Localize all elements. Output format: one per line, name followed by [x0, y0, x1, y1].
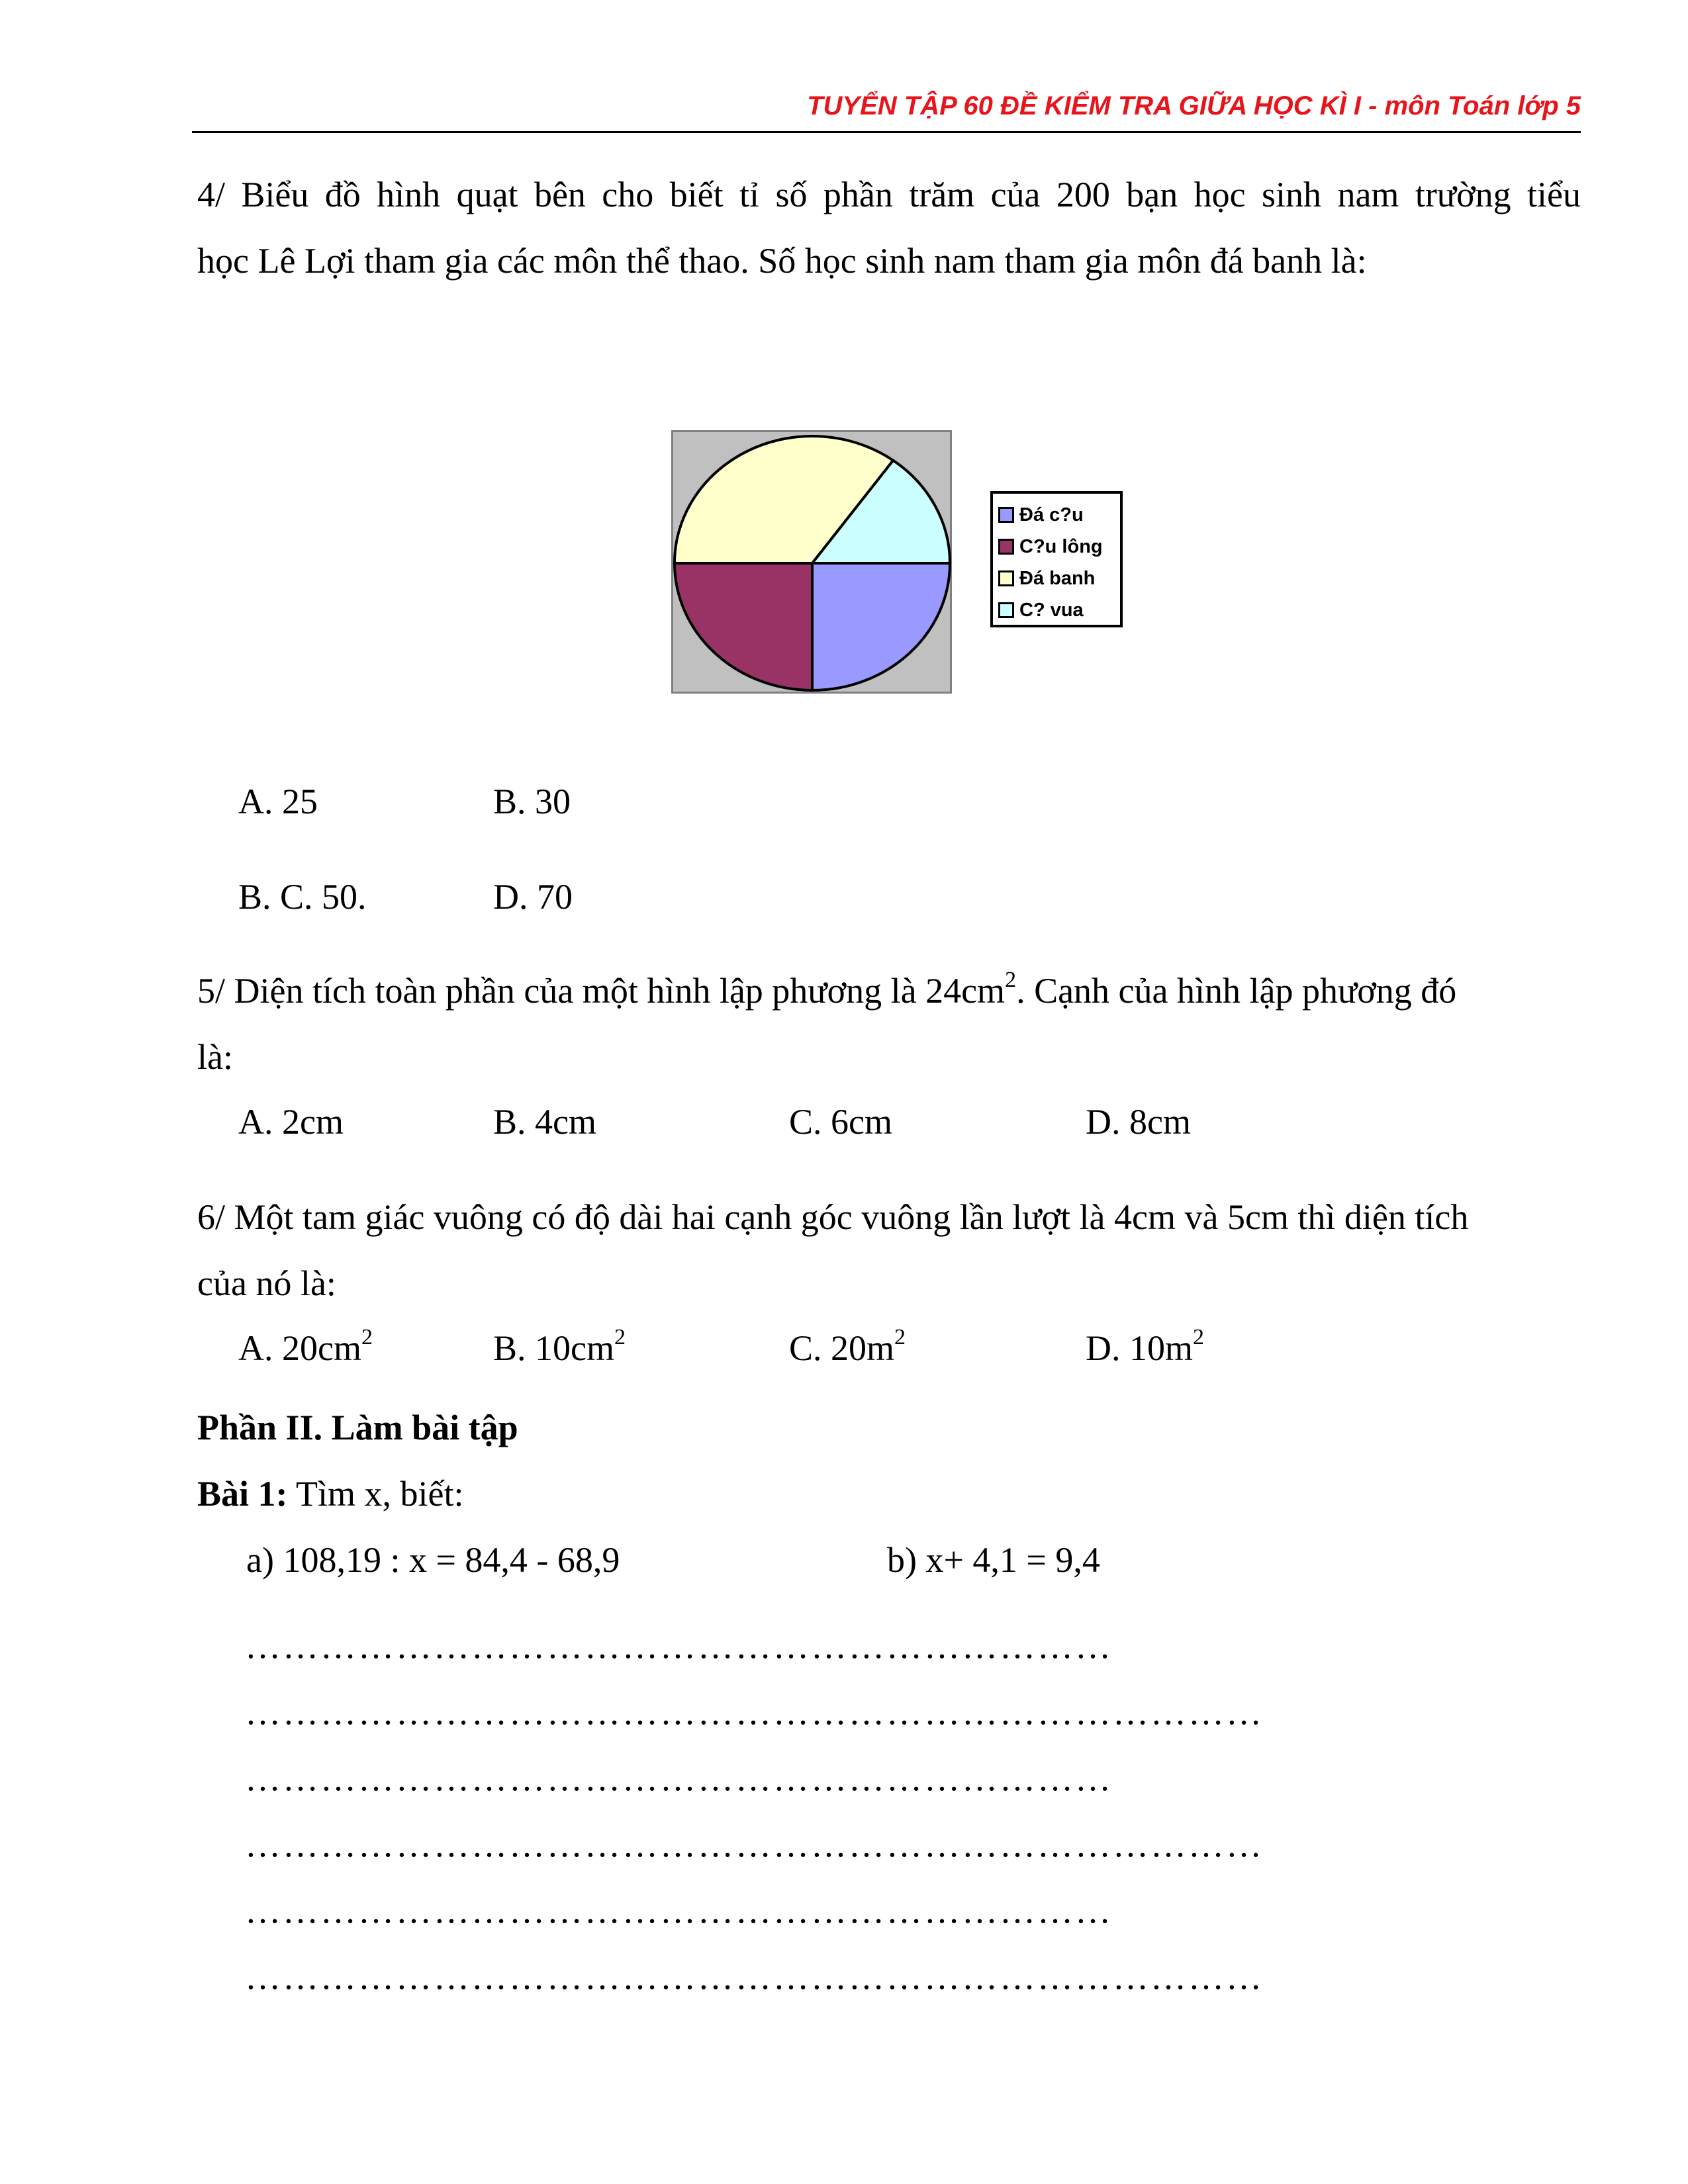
q6-option-d — [1086, 1325, 1204, 1368]
q4-option-c: B. C. 50. — [238, 877, 367, 917]
q5-line1-post: . Cạnh của hình lập phương đó — [1016, 971, 1457, 1011]
q5-option-b: B. 4cm — [493, 1102, 596, 1142]
q6-option-a-sup: 2 — [361, 1325, 373, 1349]
q5-option-d: D. 8cm — [1086, 1102, 1191, 1142]
pie-slice — [812, 563, 950, 690]
q5-line2: là: — [197, 1037, 233, 1077]
q6-line1: 6/ Một tam giác vuông có độ dài hai cạnh góc vuông lần lượt là 4cm và 5cm thì diện tích — [197, 1197, 1469, 1237]
legend-label: Đá c?u — [1019, 504, 1084, 525]
answer-line: ……………………………………………………………………… — [245, 1825, 1264, 1864]
bai1-part-b: b) x+ 4,1 = 9,4 — [887, 1540, 1100, 1580]
q6-option-b — [493, 1325, 626, 1368]
q6-option-d-sup: 2 — [1193, 1325, 1204, 1349]
answer-line: …………………………………………………………… — [245, 1891, 1113, 1931]
q6-option-d-text: D. 10m — [1086, 1328, 1193, 1368]
q5-line1-pre: 5/ Diện tích toàn phần của một hình lập phương là 24cm — [197, 971, 1006, 1011]
q5-option-c: C. 6cm — [789, 1102, 892, 1142]
legend-swatch — [998, 570, 1014, 586]
bai1-heading — [197, 1476, 464, 1512]
q6-option-a-text: A. 20cm — [238, 1328, 361, 1368]
pie-chart-svg — [673, 432, 954, 696]
q4-text — [197, 161, 1581, 294]
legend-item — [998, 563, 1120, 594]
q6-line2: của nó là: — [197, 1263, 336, 1303]
legend-item — [998, 594, 1120, 626]
legend-label: Đá banh — [1019, 567, 1096, 589]
q5-superscript: 2 — [1005, 968, 1017, 992]
q4-line2: học Lê Lợi tham gia các môn thể thao. Số học sinh nam tham gia môn đá banh là: — [197, 241, 1367, 281]
q6-option-c — [789, 1325, 906, 1368]
q6-option-c-sup: 2 — [894, 1325, 906, 1349]
bai1-part-a: a) 108,19 : x = 84,4 - 68,9 — [246, 1540, 620, 1580]
legend-item — [998, 531, 1120, 563]
q5-line1 — [197, 968, 1457, 1011]
pie-chart — [671, 430, 952, 694]
q6-option-a — [238, 1325, 373, 1368]
header-rule — [192, 131, 1581, 133]
answer-line: …………………………………………………………… — [245, 1758, 1113, 1798]
q5-option-a: A. 2cm — [238, 1102, 344, 1142]
q6-option-b-text: B. 10cm — [493, 1328, 614, 1368]
answer-line: ……………………………………………………………………… — [245, 1957, 1264, 1997]
legend-swatch — [998, 602, 1014, 618]
legend-swatch — [998, 507, 1014, 523]
bai1-text: Tìm x, biết: — [287, 1474, 464, 1514]
pie-slice — [675, 563, 812, 690]
q4-option-a: A. 25 — [238, 782, 318, 821]
q4-option-d: D. 70 — [493, 877, 573, 917]
chart-legend — [990, 491, 1123, 627]
q6-option-b-sup: 2 — [614, 1325, 626, 1349]
legend-label: C?u lông — [1019, 535, 1103, 557]
q4-option-b: B. 30 — [493, 782, 571, 821]
answer-line: …………………………………………………………… — [245, 1626, 1113, 1666]
legend-label: C? vua — [1019, 599, 1084, 621]
q4-line1: 4/ Biểu đồ hình quạt bên cho biết tỉ số phần trăm của 200 bạn học sinh nam trường tiểu — [197, 175, 1581, 214]
legend-item — [998, 499, 1120, 531]
legend-swatch — [998, 539, 1014, 555]
answer-line: ……………………………………………………………………… — [245, 1692, 1264, 1732]
part2-title: Phần II. Làm bài tập — [197, 1408, 518, 1447]
page-header: TUYỂN TẬP 60 ĐỀ KIỂM TRA GIỮA HỌC KÌ I - môn Toán lớp 5 — [807, 91, 1581, 120]
bai1-label: Bài 1: — [197, 1474, 288, 1514]
q6-option-c-text: C. 20m — [789, 1328, 895, 1368]
